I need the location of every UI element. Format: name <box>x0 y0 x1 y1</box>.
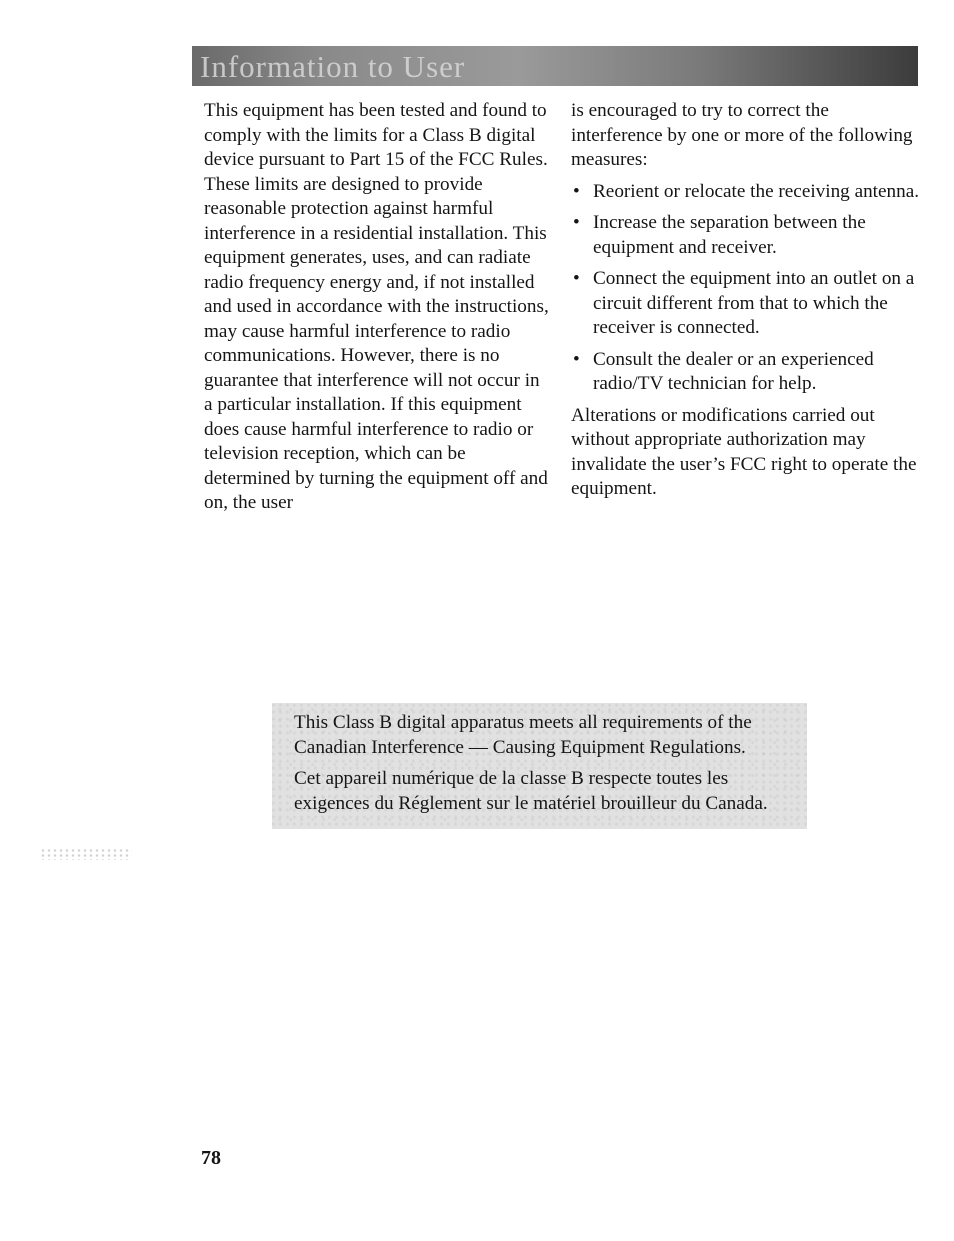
section-header-bar <box>192 46 918 86</box>
list-item <box>571 211 921 260</box>
measure-text: Reorient or relocate the receiving antenna. <box>593 180 920 202</box>
canada-notice-text <box>294 711 804 823</box>
left-column <box>204 99 552 516</box>
section-title: Information to User <box>200 49 466 84</box>
measures-list <box>571 180 921 397</box>
canada-notice-french: Cet appareil numérique de la classe B respecte toutes les exigences du Réglement sur le matériel brouilleur du Canada. <box>294 768 768 814</box>
right-column <box>571 99 921 502</box>
fcc-statement-continuation: is encouraged to try to correct the interference by one or more of the following measures: <box>571 100 913 170</box>
list-item <box>571 348 921 397</box>
canada-notice-english: This Class B digital apparatus meets all requirements of the Canadian Interference — Causing Equipment Regulations. <box>294 712 752 758</box>
measure-text: Connect the equipment into an outlet on a circuit different from that to which the receiver is connected. <box>593 268 915 338</box>
list-item <box>571 267 921 341</box>
fcc-statement-paragraph: This equipment has been tested and found to comply with the limits for a Class B digital device pursuant to Part 15 of the FCC Rules. These limits are designed to provide reasonable protection against harmful interference in a residential installation. This equipment generates, uses, and can radiate radio frequency energy and, if not installed and used in accordance with the instructions, may cause harmful interference to radio communications. However, there is no guarantee that interference will not occur in a particular installation. If this equipment does cause harmful interference to radio or television reception, which can be determined by turning the equipment off and on, the user <box>204 100 549 513</box>
bullet-icon: • <box>573 348 580 370</box>
measure-text: Consult the dealer or an experienced radio/TV technician for help. <box>593 348 874 394</box>
scan-noise-speck <box>40 848 132 860</box>
measure-text: Increase the separation between the equipment and receiver. <box>593 212 866 258</box>
canada-compliance-box <box>272 703 807 829</box>
modification-warning: Alterations or modifications carried out without appropriate authorization may invalidate the user’s FCC right to operate the equipment. <box>571 404 917 499</box>
bullet-icon: • <box>573 212 580 233</box>
bullet-icon: • <box>573 180 580 202</box>
list-item <box>571 180 921 205</box>
page-number: 78 <box>201 1147 221 1169</box>
bullet-icon: • <box>573 268 580 289</box>
